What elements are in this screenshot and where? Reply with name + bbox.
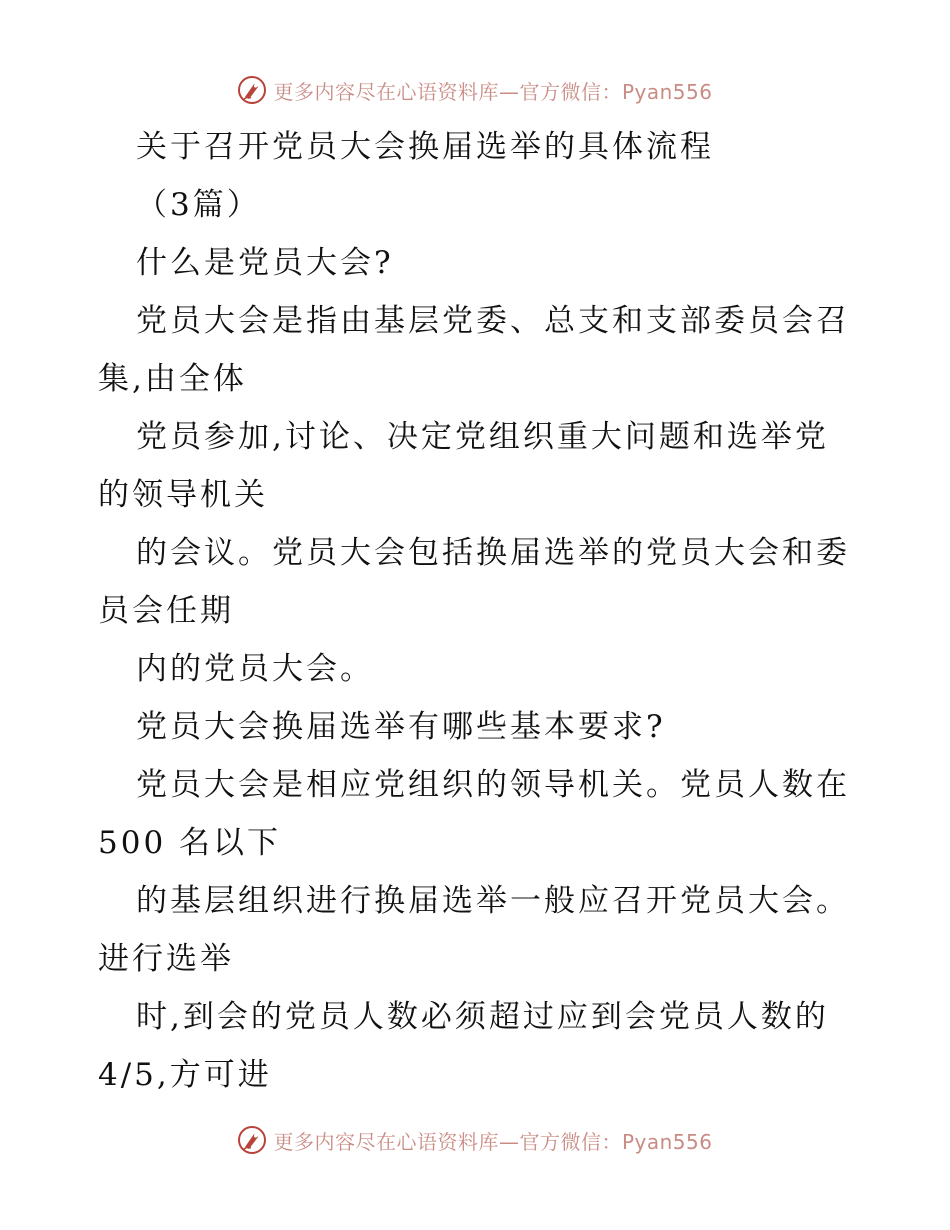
paragraph-line: 集,由全体: [98, 361, 247, 397]
document-title: 关于召开党员大会换届选举的具体流程: [136, 129, 714, 165]
pen-nib-logo-icon: [237, 1125, 267, 1155]
paragraph-line: 的领导机关: [98, 477, 268, 513]
paragraph-line: 时,到会的党员人数必须超过应到会党员人数的: [136, 999, 829, 1035]
paragraph-line: 党员大会是指由基层党委、总支和支部委员会召: [136, 303, 850, 339]
pen-nib-logo-icon: [237, 75, 267, 105]
header-watermark-text: 更多内容尽在心语资料库—官方微信：Pyan556: [273, 79, 713, 104]
paragraph-line: 员会任期: [98, 593, 234, 629]
paragraph-line: 什么是党员大会?: [136, 245, 394, 281]
paragraph-line: 500 名以下: [98, 825, 282, 861]
header-watermark-banner: [0, 70, 950, 110]
footer-watermark-banner: [0, 1120, 950, 1160]
document-body: [98, 118, 858, 1104]
paragraph-line: 内的党员大会。: [136, 651, 374, 687]
paragraph-line: 党员参加,讨论、决定党组织重大问题和选举党: [136, 419, 829, 455]
paragraph-line: 的基层组织进行换届选举一般应召开党员大会。: [136, 883, 850, 919]
paragraph-line: 进行选举: [98, 941, 234, 977]
document-title-count: （3篇）: [136, 187, 261, 223]
paragraph-line: 4/5,方可进: [98, 1057, 272, 1093]
paragraph-line: 的会议。党员大会包括换届选举的党员大会和委: [136, 535, 850, 571]
footer-watermark-text: 更多内容尽在心语资料库—官方微信：Pyan556: [273, 1129, 713, 1154]
paragraph-line: 党员大会是相应党组织的领导机关。党员人数在: [136, 767, 850, 803]
paragraph-line: 党员大会换届选举有哪些基本要求?: [136, 709, 666, 745]
